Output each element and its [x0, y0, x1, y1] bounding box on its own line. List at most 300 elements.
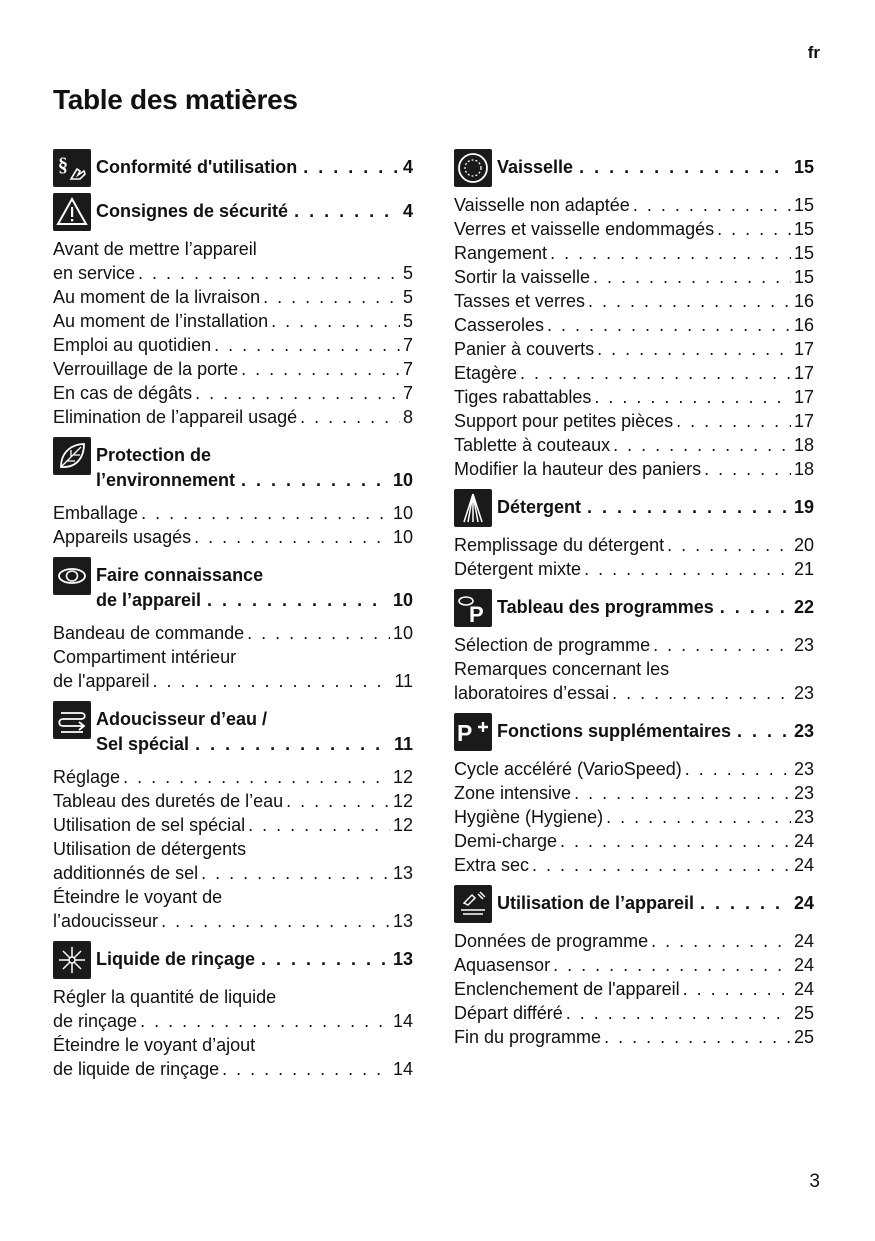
toc-entry-page: 5	[402, 263, 413, 283]
toc-section	[53, 941, 413, 1081]
section-title: Vaisselle	[497, 157, 574, 177]
toc-entry[interactable]	[454, 533, 814, 557]
toc-entry[interactable]	[454, 805, 814, 829]
page-title: Table des matières	[53, 84, 298, 115]
toc-entry-label: Régler la quantité de liquide	[53, 987, 277, 1007]
toc-entry-page: 25	[793, 1003, 814, 1023]
toc-section	[53, 193, 413, 429]
toc-entry-label: Tasses et verres	[454, 291, 586, 311]
leader-dots	[271, 309, 400, 333]
toc-entry-label: de liquide de rinçage	[53, 1059, 220, 1079]
toc-entry-line	[454, 829, 814, 853]
toc-entry[interactable]	[53, 885, 413, 933]
toc-entry-page: 23	[793, 807, 814, 827]
leader-dots	[153, 669, 392, 693]
leader-dots	[300, 405, 400, 429]
toc-entry[interactable]	[53, 285, 413, 309]
toc-section	[454, 885, 814, 1049]
toc-entry[interactable]	[454, 929, 814, 953]
section-heading[interactable]	[454, 713, 814, 749]
toc-entry-label: Compartiment intérieur	[53, 647, 237, 667]
extra-functions-icon	[454, 713, 492, 751]
section-heading[interactable]	[454, 589, 814, 625]
toc-entry-line	[53, 261, 413, 285]
section-page-number: 10	[392, 590, 413, 610]
toc-entry-line	[53, 501, 413, 525]
page-number: 3	[809, 1171, 820, 1192]
toc-entry-line	[454, 805, 814, 829]
section-title: Sel spécial	[96, 734, 190, 754]
toc-entry[interactable]	[454, 409, 814, 433]
toc-entry-line	[53, 1057, 413, 1081]
section-heading[interactable]	[454, 149, 814, 185]
leader-dots	[141, 501, 390, 525]
toc-entry[interactable]	[454, 457, 814, 481]
toc-entry[interactable]	[53, 357, 413, 381]
toc-entry-label: Verres et vaisselle endommagés	[454, 219, 715, 239]
toc-entry-line	[53, 621, 413, 645]
toc-entry-line	[53, 333, 413, 357]
toc-entry-label: Emploi au quotidien	[53, 335, 212, 355]
toc-entry-label: Bandeau de commande	[53, 623, 245, 643]
leaf-icon	[53, 437, 91, 475]
toc-entry-line	[454, 217, 814, 241]
toc-entry-label: Tablette à couteaux	[454, 435, 611, 455]
leader-dots	[550, 241, 791, 265]
toc-entry-page: 23	[793, 759, 814, 779]
toc-entry-label: En cas de dégâts	[53, 383, 193, 403]
toc-entry-page: 5	[402, 287, 413, 307]
toc-entry[interactable]	[454, 977, 814, 1001]
leader-dots	[593, 265, 791, 289]
section-heading-line	[497, 489, 814, 520]
toc-entry-page: 17	[793, 411, 814, 431]
section-heading-line	[497, 885, 814, 916]
toc-entry-page: 14	[392, 1011, 413, 1031]
toc-entry-label: Aquasensor	[454, 955, 551, 975]
toc-entry-line	[454, 681, 814, 705]
section-page-number: 23	[793, 721, 814, 741]
toc-entry[interactable]	[454, 781, 814, 805]
toc-entry-label: Rangement	[454, 243, 548, 263]
toc-section	[53, 149, 413, 185]
section-page-number: 22	[793, 597, 814, 617]
leader-dots	[587, 495, 788, 520]
toc-entry[interactable]	[53, 1033, 413, 1081]
dishes-icon	[454, 149, 492, 187]
leader-dots	[123, 765, 390, 789]
toc-entry[interactable]	[454, 1001, 814, 1025]
toc-entry[interactable]	[53, 837, 413, 885]
leader-dots	[294, 199, 397, 224]
toc-entry-label: Etagère	[454, 363, 518, 383]
toc-entry-line	[53, 1033, 413, 1057]
toc-entry-page: 10	[392, 503, 413, 523]
section-page-number: 4	[402, 201, 413, 221]
toc-entry-label: Au moment de l’installation	[53, 311, 269, 331]
toc-entry-label: laboratoires d’essai	[454, 683, 610, 703]
toc-entry-page: 17	[793, 387, 814, 407]
toc-column-right	[454, 149, 814, 1057]
toc-entry-line	[53, 645, 413, 669]
toc-entry-line	[454, 557, 814, 581]
toc-entry-line	[53, 985, 413, 1009]
toc-entry[interactable]	[454, 557, 814, 581]
detergent-icon	[454, 489, 492, 527]
toc-entry[interactable]	[454, 265, 814, 289]
toc-entry-page: 24	[793, 855, 814, 875]
toc-entry-label: Remarques concernant les	[454, 659, 670, 679]
toc-entry-line	[53, 381, 413, 405]
toc-entry-page: 24	[793, 931, 814, 951]
toc-entry-page: 7	[402, 335, 413, 355]
section-page-number: 19	[793, 497, 814, 517]
toc-entry[interactable]	[53, 237, 413, 285]
toc-entry-line	[53, 861, 413, 885]
leader-dots	[241, 357, 400, 381]
toc-entry[interactable]	[53, 621, 413, 645]
toc-column-left	[53, 149, 413, 1089]
toc-entry-page: 10	[392, 527, 413, 547]
leader-dots	[303, 155, 397, 180]
toc-entry-label: Emballage	[53, 503, 139, 523]
leader-dots	[700, 891, 788, 916]
section-title: Détergent	[497, 497, 582, 517]
toc-entry-label: Départ différé	[454, 1003, 563, 1023]
leader-dots	[704, 457, 791, 481]
toc-entry-label: Fin du programme	[454, 1027, 602, 1047]
section-title: Utilisation de l’appareil	[497, 893, 695, 913]
toc-entry-page: 15	[793, 195, 814, 215]
section-title: de l’appareil	[96, 590, 202, 610]
toc-entry-line	[454, 977, 814, 1001]
toc-entry-page: 24	[793, 955, 814, 975]
toc-entry-page: 23	[793, 783, 814, 803]
toc-entry[interactable]	[454, 313, 814, 337]
toc-entry-label: Éteindre le voyant d’ajout	[53, 1035, 256, 1055]
toc-entry-line	[53, 237, 413, 261]
toc-entry-label: Avant de mettre l’appareil	[53, 239, 257, 259]
toc-entry-line	[454, 241, 814, 265]
toc-entry-line	[53, 525, 413, 549]
toc-entry[interactable]	[454, 193, 814, 217]
leader-dots	[566, 1001, 791, 1025]
section-heading[interactable]	[53, 149, 413, 185]
leader-dots	[651, 929, 791, 953]
section-heading-line	[96, 193, 413, 224]
toc-entry-line	[53, 789, 413, 813]
toc-entry-label: Tiges rabattables	[454, 387, 592, 407]
toc-entry-line	[454, 533, 814, 557]
toc-entry-label: Données de programme	[454, 931, 649, 951]
toc-entry-page: 13	[392, 863, 413, 883]
section-heading[interactable]	[454, 885, 814, 921]
section-heading-line	[96, 701, 413, 732]
leader-dots	[685, 757, 791, 781]
leader-dots	[667, 533, 791, 557]
toc-entry-line	[53, 765, 413, 789]
section-title: Fonctions supplémentaires	[497, 721, 732, 741]
leader-dots	[547, 313, 791, 337]
toc-entry-page: 13	[392, 911, 413, 931]
toc-entry-label: Hygiène (Hygiene)	[454, 807, 604, 827]
leader-dots	[717, 217, 791, 241]
toc-section	[53, 437, 413, 549]
toc-entry-label: Utilisation de sel spécial	[53, 815, 246, 835]
toc-entry-label: Remplissage du détergent	[454, 535, 665, 555]
toc-entry-label: Zone intensive	[454, 783, 572, 803]
toc-entry[interactable]	[454, 241, 814, 265]
toc-entry-page: 23	[793, 635, 814, 655]
section-heading-line	[96, 941, 413, 972]
toc-entry-line	[454, 289, 814, 313]
toc-entry-line	[454, 337, 814, 361]
toc-entry[interactable]	[454, 757, 814, 781]
toc-entry-label: Extra sec	[454, 855, 530, 875]
eye-icon	[53, 557, 91, 595]
toc-entry[interactable]	[454, 633, 814, 657]
toc-entry-label: de l'appareil	[53, 671, 150, 691]
toc-entry-page: 8	[402, 407, 413, 427]
toc-entry-page: 12	[392, 815, 413, 835]
section-heading[interactable]	[53, 941, 413, 977]
toc-entry[interactable]	[454, 433, 814, 457]
toc-entry-label: Cycle accéléré (VarioSpeed)	[454, 759, 682, 779]
toc-entry-label: en service	[53, 263, 136, 283]
leader-dots	[201, 861, 390, 885]
leader-dots	[683, 977, 791, 1001]
section-page-number: 10	[392, 470, 413, 490]
toc-entry-label: Utilisation de détergents	[53, 839, 247, 859]
leader-dots	[194, 525, 390, 549]
section-title: Conformité d'utilisation	[96, 157, 298, 177]
toc-entry-label: Elimination de l’appareil usagé	[53, 407, 298, 427]
toc-entry[interactable]	[454, 829, 814, 853]
leader-dots	[579, 155, 788, 180]
toc-entry-page: 17	[793, 363, 814, 383]
toc-entry-line	[53, 837, 413, 861]
leader-dots	[195, 732, 388, 757]
toc-entry[interactable]	[53, 813, 413, 837]
toc-entry-label: Tableau des duretés de l’eau	[53, 791, 284, 811]
toc-entry-label: Appareils usagés	[53, 527, 192, 547]
leader-dots	[613, 433, 791, 457]
toc-entry-page: 25	[793, 1027, 814, 1047]
section-page-number: 4	[402, 157, 413, 177]
toc-entry[interactable]	[53, 789, 413, 813]
section-hand-icon	[53, 149, 91, 187]
leader-dots	[633, 193, 791, 217]
section-heading[interactable]	[53, 193, 413, 229]
section-title: Tableau des programmes	[497, 597, 714, 617]
toc-entry[interactable]	[53, 405, 413, 429]
language-code: fr	[807, 43, 820, 62]
leader-dots	[214, 333, 400, 357]
toc-entry-line	[454, 265, 814, 289]
toc-entry-line	[454, 433, 814, 457]
toc-entry-line	[454, 953, 814, 977]
toc-entry-line	[454, 457, 814, 481]
toc-entry-line	[454, 633, 814, 657]
toc-entry-page: 15	[793, 243, 814, 263]
svg-text:P: P	[457, 720, 473, 746]
toc-entry-page: 21	[793, 559, 814, 579]
toc-entry[interactable]	[454, 361, 814, 385]
toc-section	[53, 701, 413, 933]
toc-entry[interactable]	[454, 337, 814, 361]
leader-dots	[241, 468, 387, 493]
leader-dots	[520, 361, 791, 385]
toc-entry-line	[53, 813, 413, 837]
toc-entry-page: 7	[402, 359, 413, 379]
toc-entry-line	[53, 309, 413, 333]
section-heading[interactable]	[53, 437, 413, 493]
leader-dots	[737, 719, 788, 744]
toc-entry-page: 12	[392, 791, 413, 811]
toc-entry-label: Support pour petites pièces	[454, 411, 674, 431]
toc-entry-page: 15	[793, 219, 814, 239]
leader-dots	[553, 953, 791, 977]
toc-entry[interactable]	[454, 1025, 814, 1049]
toc-entry-page: 18	[793, 459, 814, 479]
rinse-aid-icon	[53, 941, 91, 979]
leader-dots	[597, 337, 791, 361]
leader-dots	[594, 385, 791, 409]
toc-entry-label: Détergent mixte	[454, 559, 582, 579]
toc-entry-line	[53, 357, 413, 381]
leader-dots	[588, 289, 791, 313]
toc-entry-line	[454, 929, 814, 953]
toc-section	[53, 557, 413, 693]
toc-entry-label: Sortir la vaisselle	[454, 267, 591, 287]
toc-entry-line	[53, 1009, 413, 1033]
appliance-use-icon	[454, 885, 492, 923]
toc-entry[interactable]	[454, 657, 814, 705]
section-heading-line	[96, 149, 413, 180]
section-title: Faire connaissance	[96, 565, 264, 585]
toc-entry-page: 11	[394, 671, 413, 691]
svg-text:§: §	[58, 154, 68, 176]
toc-entry-label: Casseroles	[454, 315, 545, 335]
section-page-number: 13	[392, 949, 413, 969]
toc-entry-line	[454, 193, 814, 217]
section-title: Liquide de rinçage	[96, 949, 256, 969]
section-title: Protection de	[96, 445, 212, 465]
toc-entry[interactable]	[53, 765, 413, 789]
section-page-number: 24	[793, 893, 814, 913]
leader-dots	[720, 595, 788, 620]
toc-entry[interactable]	[53, 309, 413, 333]
leader-dots	[604, 1025, 791, 1049]
section-heading[interactable]	[53, 701, 413, 757]
toc-entry[interactable]	[53, 501, 413, 525]
toc-entry-label: Enclenchement de l'appareil	[454, 979, 680, 999]
toc-entry[interactable]	[454, 289, 814, 313]
toc-entry-line	[53, 669, 413, 693]
toc-entry-page: 16	[793, 291, 814, 311]
toc-entry-label: Au moment de la livraison	[53, 287, 261, 307]
leader-dots	[676, 409, 791, 433]
program-table-icon	[454, 589, 492, 627]
toc-entry-page: 14	[392, 1059, 413, 1079]
toc-entry-line	[454, 313, 814, 337]
leader-dots	[207, 588, 387, 613]
leader-dots	[286, 789, 390, 813]
toc-entry[interactable]	[454, 217, 814, 241]
section-heading-line	[497, 713, 814, 744]
svg-text:P: P	[469, 602, 484, 627]
toc-section	[454, 149, 814, 481]
leader-dots	[195, 381, 400, 405]
toc-entry-line	[53, 285, 413, 309]
toc-entry-line	[454, 757, 814, 781]
toc-entry-label: Demi-charge	[454, 831, 558, 851]
leader-dots	[560, 829, 791, 853]
toc-entry-line	[53, 405, 413, 429]
section-heading[interactable]	[53, 557, 413, 613]
toc-entry[interactable]	[454, 385, 814, 409]
leader-dots	[263, 285, 400, 309]
toc-entry-page: 24	[793, 979, 814, 999]
section-heading-line	[96, 732, 413, 757]
toc-entry-page: 16	[793, 315, 814, 335]
toc-entry[interactable]	[53, 985, 413, 1033]
toc-entry-line	[454, 657, 814, 681]
toc-entry-page: 5	[402, 311, 413, 331]
toc-entry[interactable]	[53, 381, 413, 405]
section-page-number: 11	[393, 734, 413, 754]
water-softener-icon	[53, 701, 91, 739]
toc-entry[interactable]	[53, 645, 413, 693]
toc-entry-page: 15	[793, 267, 814, 287]
toc-entry-page: 7	[402, 383, 413, 403]
toc-entry-label: de rinçage	[53, 1011, 138, 1031]
toc-entry-line	[454, 409, 814, 433]
section-heading-line	[96, 588, 413, 613]
toc-entry-label: additionnés de sel	[53, 863, 199, 883]
toc-entry-line	[454, 853, 814, 877]
toc-entry-label: Panier à couverts	[454, 339, 595, 359]
toc-entry-line	[454, 1001, 814, 1025]
toc-entry-page: 12	[392, 767, 413, 787]
section-heading-line	[96, 468, 413, 493]
toc-entry-line	[53, 909, 413, 933]
section-title: Consignes de sécurité	[96, 201, 289, 221]
toc-entry[interactable]	[53, 333, 413, 357]
toc-section	[454, 489, 814, 581]
toc-section	[454, 589, 814, 705]
leader-dots	[247, 621, 390, 645]
leader-dots	[584, 557, 791, 581]
toc-entry-label: Modifier la hauteur des paniers	[454, 459, 702, 479]
toc-entry-label: l’adoucisseur	[53, 911, 159, 931]
toc-entry[interactable]	[53, 525, 413, 549]
toc-entry-page: 17	[793, 339, 814, 359]
section-heading-line	[497, 589, 814, 620]
toc-entry-label: Vaisselle non adaptée	[454, 195, 630, 215]
toc-entry-label: Réglage	[53, 767, 121, 787]
toc-entry-page: 18	[793, 435, 814, 455]
leader-dots	[261, 947, 387, 972]
warning-triangle-icon	[53, 193, 91, 231]
toc-section	[454, 713, 814, 877]
toc-entry[interactable]	[454, 853, 814, 877]
section-heading[interactable]	[454, 489, 814, 525]
toc-entry[interactable]	[454, 953, 814, 977]
section-title: l’environnement	[96, 470, 236, 490]
leader-dots	[138, 261, 400, 285]
section-title: Adoucisseur d’eau /	[96, 709, 268, 729]
